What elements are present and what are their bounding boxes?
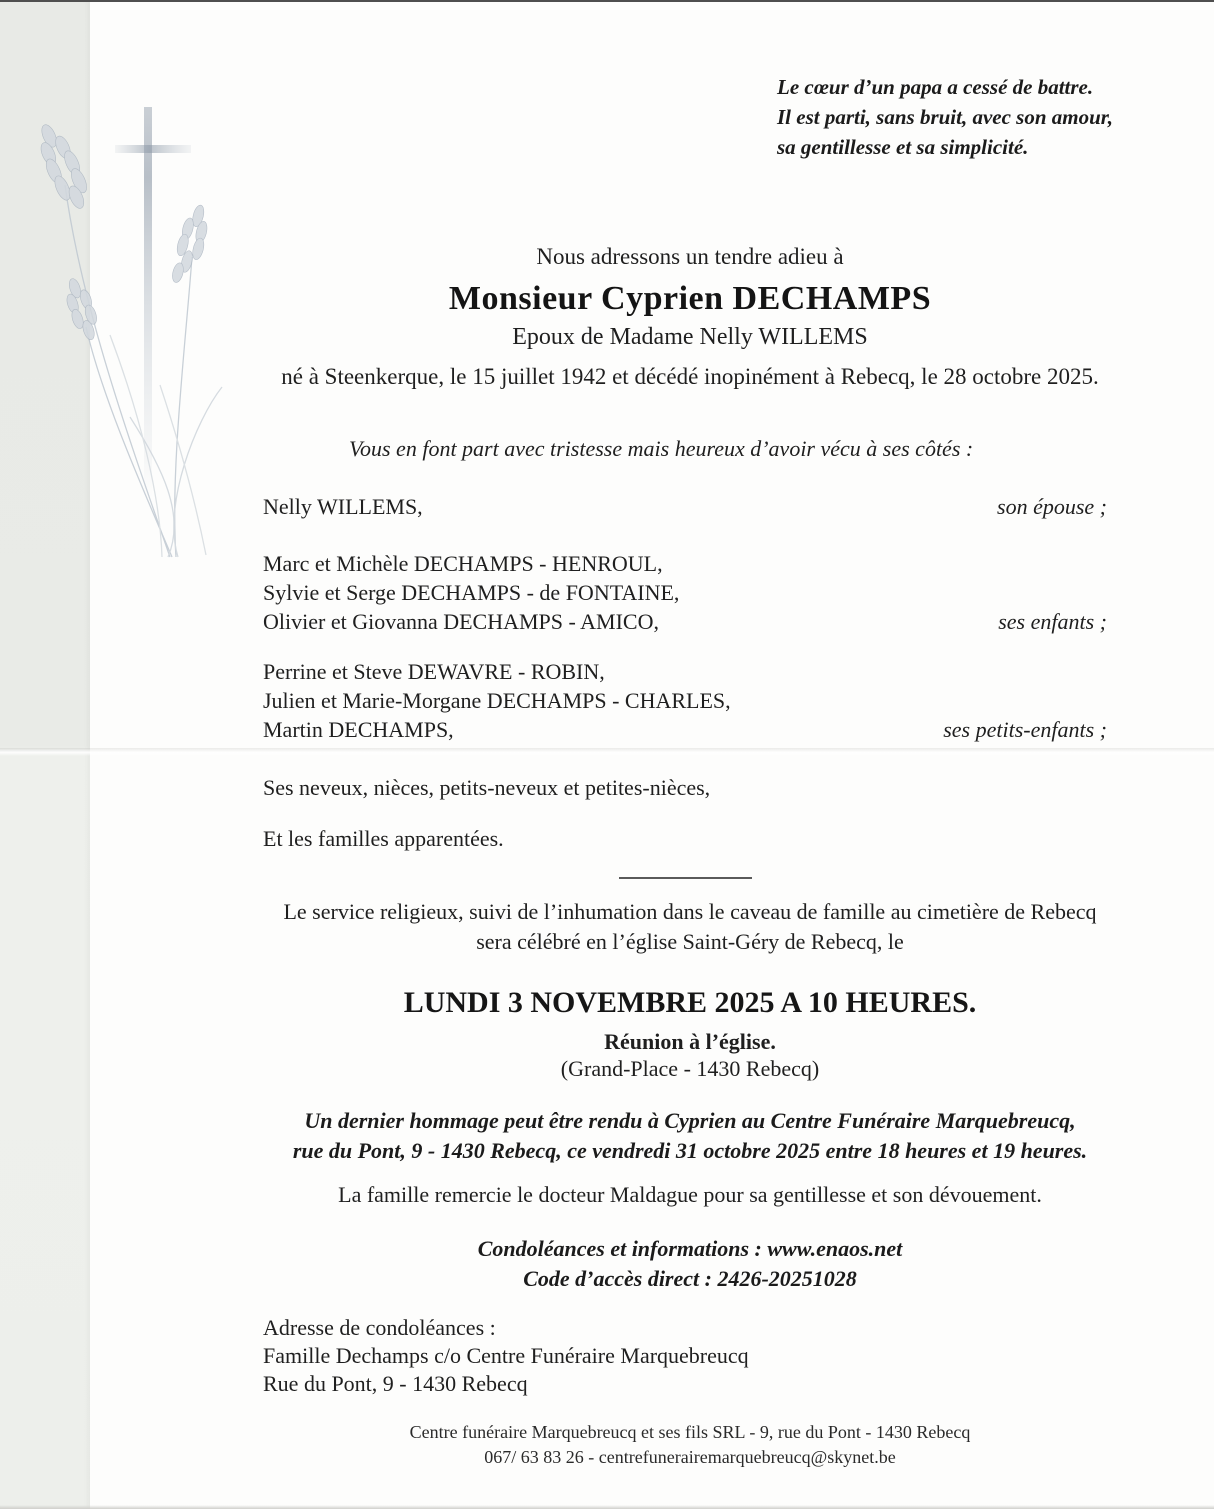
meeting-line: Réunion à l’église. xyxy=(604,1029,776,1054)
condolences-access-code: Code d’accès direct : 2426-20251028 xyxy=(523,1266,857,1291)
condolences-website-line: Condoléances et informations : www.enaos.net xyxy=(477,1236,903,1261)
relatives-line: Ses neveux, nièces, petits-neveux et petites-nièces, xyxy=(263,775,711,800)
condolence-address-line: Rue du Pont, 9 - 1430 Rebecq xyxy=(263,1371,528,1396)
spouse-line: Epoux de Madame Nelly WILLEMS xyxy=(512,324,868,350)
family-member-name: Martin DECHAMPS, xyxy=(263,717,454,742)
family-member-name: Nelly WILLEMS, xyxy=(263,494,423,519)
family-member-name: Perrine et Steve DEWAVRE - ROBIN, xyxy=(263,659,605,684)
family-group-grandchildren xyxy=(263,657,731,744)
epigraph xyxy=(777,72,1197,162)
relation-label: ses enfants ; xyxy=(998,609,1107,634)
section-divider xyxy=(619,877,752,879)
epigraph-line: Il est parti, sans bruit, avec son amour, xyxy=(777,105,1114,129)
scan-top-edge xyxy=(0,0,1214,2)
condolence-address-label: Adresse de condoléances : xyxy=(263,1315,496,1340)
service-paragraph xyxy=(143,897,1214,957)
service-line: sera célébré en l’église Saint-Géry de Rebecq, le xyxy=(476,929,904,954)
relation-label: ses petits-enfants ; xyxy=(943,717,1107,742)
funeral-home-contact-line: 067/ 63 83 26 - centrefunerairemarquebreucq@skynet.be xyxy=(484,1447,896,1467)
birth-death-line: né à Steenkerque, le 15 juillet 1942 et décédé inopinément à Rebecq, le 28 octobre 2025. xyxy=(281,364,1099,389)
funeral-home-address-line: Centre funéraire Marquebreucq et ses fils SRL - 9, rue du Pont - 1430 Rebecq xyxy=(409,1422,971,1442)
family-member-name: Olivier et Giovanna DECHAMPS - AMICO, xyxy=(263,609,659,634)
announcement-line: Vous en font part avec tristesse mais heureux d’avoir vécu à ses côtés : xyxy=(349,436,974,461)
meeting-place: (Grand-Place - 1430 Rebecq) xyxy=(560,1056,820,1081)
condolences-info-block xyxy=(143,1234,1214,1294)
relation-label: son épouse ; xyxy=(997,494,1107,519)
epigraph-line: sa gentillesse et sa simplicité. xyxy=(777,135,1029,159)
scan-bottom-edge xyxy=(0,1505,1214,1509)
service-line: Le service religieux, suivi de l’inhumation dans le caveau de famille au cimetière de Rebecq xyxy=(283,899,1097,924)
homage-paragraph xyxy=(143,1106,1214,1166)
thanks-line: La famille remercie le docteur Maldague pour sa gentillesse et son dévouement. xyxy=(338,1182,1042,1207)
condolence-address-block xyxy=(263,1314,749,1398)
funeral-home-footer xyxy=(143,1420,1214,1470)
paper-fold-line xyxy=(0,748,1214,756)
homage-line: rue du Pont, 9 - 1430 Rebecq, ce vendredi 31 octobre 2025 entre 18 heures et 19 heures. xyxy=(292,1138,1088,1163)
deceased-name: Monsieur Cyprien DECHAMPS xyxy=(448,280,932,317)
ceremony-datetime: LUNDI 3 NOVEMBRE 2025 A 10 HEURES. xyxy=(403,986,977,1019)
family-member-name: Julien et Marie-Morgane DECHAMPS - CHARLES, xyxy=(263,688,731,713)
intro-line: Nous adressons un tendre adieu à xyxy=(536,244,844,269)
epigraph-line: Le cœur d’un papa a cessé de battre. xyxy=(777,75,1094,99)
family-member-name: Sylvie et Serge DECHAMPS - de FONTAINE, xyxy=(263,580,680,605)
homage-line: Un dernier hommage peut être rendu à Cyprien au Centre Funéraire Marquebreucq, xyxy=(304,1108,1076,1133)
condolence-address-line: Famille Dechamps c/o Centre Funéraire Marquebreucq xyxy=(263,1343,749,1368)
family-group-children xyxy=(263,549,679,636)
families-line: Et les familles apparentées. xyxy=(263,826,504,851)
family-member-name: Marc et Michèle DECHAMPS - HENROUL, xyxy=(263,551,663,576)
